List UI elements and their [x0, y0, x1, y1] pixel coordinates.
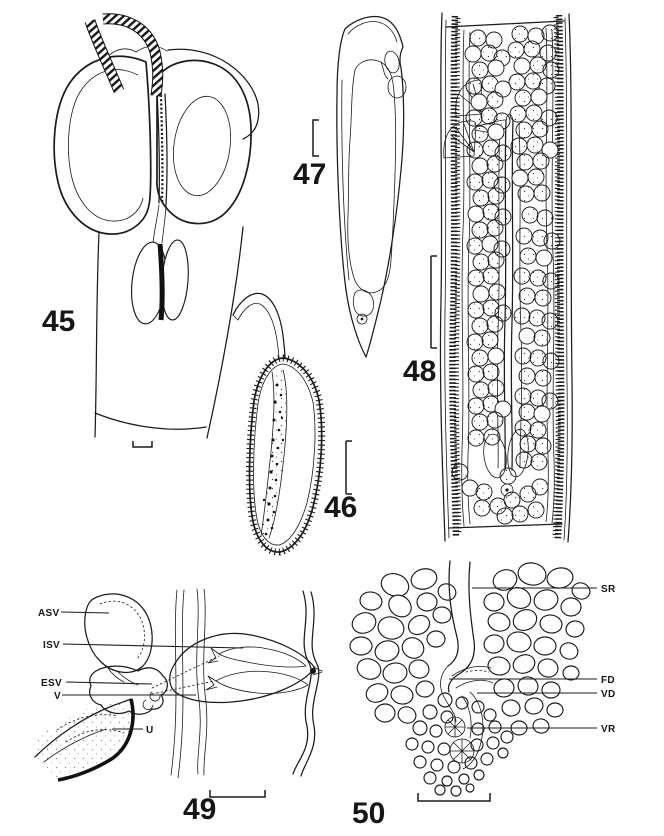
figure-49-drawing: [33, 589, 322, 826]
figure-46-number: 46: [324, 491, 358, 524]
figure-46-scale-bar: [346, 441, 352, 494]
figure-45-number: 45: [42, 305, 76, 338]
figure-49-scale-bar: [210, 790, 265, 797]
fig49-label-v: V: [54, 691, 61, 702]
vitelline-lobules: [349, 561, 592, 796]
fig49-label-u: U: [146, 725, 154, 736]
figure-50-number: 50: [352, 797, 386, 830]
fig50-label-vd: VD: [601, 689, 616, 700]
figure-48-scale-bar: [431, 256, 437, 348]
figure-46-drawing: [233, 293, 357, 552]
figure-45-drawing: [42, 19, 259, 447]
fig49-leader-asv: [61, 612, 109, 613]
figure-48-number: 48: [403, 355, 437, 388]
figure-50-drawing: [349, 561, 616, 830]
figure-47-drawing: [293, 17, 406, 357]
fig50-label-sr: SR: [601, 584, 616, 595]
fig50-label-vr: VR: [601, 724, 616, 735]
figure-48-drawing: [403, 13, 572, 542]
figure-47-number: 47: [293, 158, 327, 191]
figure-49-number: 49: [183, 793, 217, 826]
figure-45-scale-bar: [133, 441, 152, 447]
figure-47-scale-bar: [313, 120, 319, 156]
fig49-label-isv: ISV: [43, 640, 61, 651]
fig50-label-fd: FD: [601, 675, 615, 686]
fig49-label-esv: ESV: [41, 678, 62, 689]
fig49-leader-esv: [66, 682, 152, 684]
fig49-label-asv: ASV: [38, 608, 60, 619]
